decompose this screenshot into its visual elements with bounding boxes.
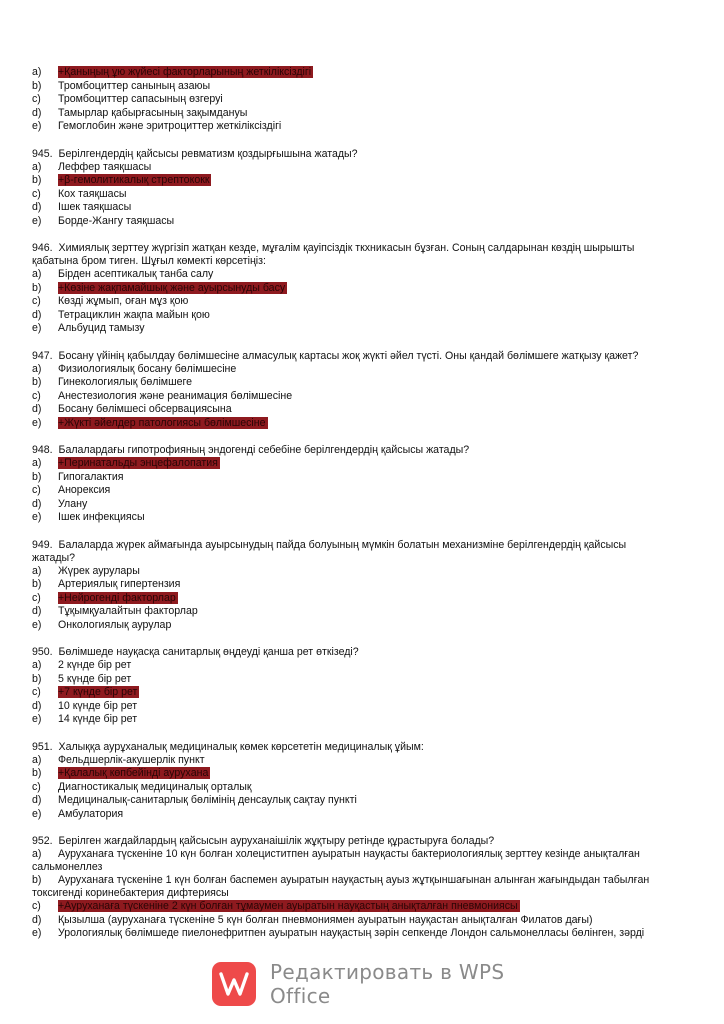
option-947-a: a) Физиологиялық босану бөлімшесіне — [32, 362, 237, 375]
option-947-b: b) Гинекологиялық бөлімшеге — [32, 376, 192, 388]
option-946-b: b) +Көзіне жақпамайшық және ауырсынуды басу — [32, 281, 286, 294]
question-text: 949. Балаларда жүрек аймағында ауырсынудың пайда болуының мүмкін болатын механизміне берілгендердің қайсысы жатады? — [32, 538, 627, 564]
question-948 — [32, 444, 672, 525]
correct-answer-highlight: +Ауруханаға түскеніне 2 күн болған тұмаумен ауыратын науқастың анықталған пневмониясы — [58, 900, 518, 912]
question-944 — [32, 66, 672, 134]
question-949 — [32, 539, 672, 633]
option-945-b: b) +β-гемолитикалық стрептококк — [32, 174, 210, 186]
wps-logo-icon — [212, 962, 256, 1006]
option-950-a: a) 2 күнде бір рет — [32, 659, 132, 671]
correct-answer-highlight: +Қалалық көпбейінді ауруxана — [58, 767, 209, 779]
option-947-c: c) Анестезиология және реанимация бөлімшесіне — [32, 389, 293, 402]
correct-answer-highlight: +Жүкті әйелдер патологиясы бөлімшесіне — [58, 416, 266, 429]
wps-edit-banner[interactable] — [212, 962, 542, 1006]
correct-answer-highlight: +7 күнде бір рет — [58, 686, 138, 698]
correct-answer-highlight: +Перинатальды энцефалопатия — [58, 457, 218, 469]
option-951-c: c) Диагностикалық медициналық орталық — [32, 780, 252, 793]
option-952-e: e) Урологиялық бөлімшеде пиелонефритпен ауыратын науқастың зәрін сепкенде Лондон сальмонелласы бөлінген, зәрді — [32, 927, 645, 939]
option-952-b: b) Ауруханаға түскеніне 1 күн болған баспемен ауыратын науқастың ауыз жұтқыншағынан алынған жағындыдан табылған токсигенді коринебактерия дифтериясы — [32, 874, 650, 899]
option-952-c: c) +Ауруханаға түскеніне 2 күн болған тұмаумен ауыратын науқастың анықталған пневмониясы — [32, 900, 518, 912]
option-946-c: c) Көзді жұмып, оған мұз қою — [32, 295, 189, 307]
option-950-e: e) 14 күнде бір рет — [32, 713, 138, 725]
question-text: 947. Босану үйінің қабылдау бөлімшесіне алмасулық картасы жоқ жүкті әйел түсті. Оны қандай бөлімшеге жатқызу қажет? — [32, 349, 639, 362]
option-944-e: e) Гемоглобин және эритроциттер жеткіліксіздігі — [32, 120, 282, 132]
question-947 — [32, 350, 672, 431]
option-948-c: c) Анорексия — [32, 484, 111, 496]
option-951-d: d) Медициналық-санитарлық бөлімінің денсаулық сақтау пункті — [32, 794, 357, 806]
option-952-a: a) Ауруханаға түскеніне 10 күн болған холециститпен ауыратын науқасты бактериологиялық зерттеу кезінде анықталған сальмонеллез — [32, 848, 640, 873]
question-945 — [32, 148, 672, 229]
option-947-e: e) +Жүкті әйелдер патологиясы бөлімшесіне — [32, 416, 266, 429]
correct-answer-highlight: +Нейрогенді факторлар — [58, 591, 176, 604]
option-952-d: d) Қызылша (ауруханаға түскеніне 5 күн болған пневмониямен ауыратын науқастан анықталған Филатов дағы) — [32, 913, 593, 926]
option-944-d: d) Тамырлар қабырғасының зақымдануы — [32, 106, 248, 119]
option-948-e: e) Ішек инфекциясы — [32, 511, 145, 523]
question-951 — [32, 741, 672, 822]
correct-answer-highlight: +Көзіне жақпамайшық және ауырсынуды басу — [58, 281, 286, 294]
option-951-b: b) +Қалалық көпбейінді ауруxана — [32, 767, 209, 779]
question-950 — [32, 646, 672, 727]
option-944-c: c) Тромбоциттер сапасының өзгеруі — [32, 93, 223, 105]
question-text: 948. Балалардағы гипотрофияның эндогенді себебіне берілгендердің қайсысы жатады? — [32, 444, 470, 456]
option-946-d: d) Тетрациклин жақпа майын қою — [32, 308, 210, 321]
option-949-c: c) +Нейрогенді факторлар — [32, 591, 176, 604]
option-949-d: d) Тұқымқуалайтын факторлар — [32, 605, 198, 617]
option-946-a: a) Бірден асептикалық танба салу — [32, 268, 214, 280]
option-950-b: b) 5 күнде бір рет — [32, 672, 132, 685]
option-950-c: c) +7 күнде бір рет — [32, 686, 138, 698]
option-944-a: a) +Қаныңың ұю жүйесі факторларының жеткіліксіздігі — [32, 66, 312, 78]
option-948-d: d) Улану — [32, 497, 88, 510]
option-945-a: a) Леффер таяқшасы — [32, 160, 152, 173]
correct-answer-highlight: +Қаныңың ұю жүйесі факторларының жеткіліксіздігі — [58, 66, 312, 78]
option-945-e: e) Борде-Жангу таяқшасы — [32, 214, 175, 227]
question-952 — [32, 835, 672, 941]
option-951-e: e) Амбулатория — [32, 807, 124, 820]
wps-edit-label[interactable]: Редактировать в WPS Office — [270, 960, 505, 1008]
option-949-b: b) Артериялық гипертензия — [32, 578, 181, 590]
option-951-a: a) Фельдшерлік-акушерлік пункт — [32, 753, 205, 766]
option-947-d: d) Босану бөлімшесі обсервациясына — [32, 403, 232, 415]
option-948-a: a) +Перинатальды энцефалопатия — [32, 457, 218, 469]
question-text: 945. Берілгендердің қайсысы ревматизм қоздырғышына жатады? — [32, 147, 358, 160]
option-948-b: b) Гипогалактия — [32, 470, 124, 483]
document-page — [32, 66, 672, 955]
correct-answer-highlight: +β-гемолитикалық стрептококк — [58, 174, 210, 186]
question-text: 946. Химиялық зерттеу жүргізіп жатқан кезде, мұғалім қауіпсіздік ткхникасын бұзған. Соның салдарынан көздің шырышты қабатына бром тиген. Шұғыл көмекті көрсетіңіз: — [32, 242, 635, 267]
option-949-a: a) Жүрек аурулары — [32, 564, 140, 577]
option-945-c: c) Кох таяқшасы — [32, 187, 127, 200]
option-946-e: e) Альбуцид тамызу — [32, 322, 145, 334]
option-944-b: b) Тромбоциттер санының азаюы — [32, 79, 211, 92]
question-text: 952. Берілген жағдайлардың қайсысын ауруханаішілік жұқтыру ретінде құрастыруға болады? — [32, 835, 495, 847]
option-949-e: e) Онкологиялық аурулар — [32, 618, 172, 631]
question-946 — [32, 242, 672, 336]
option-950-d: d) 10 күнде бір рет — [32, 699, 138, 712]
question-text: 951. Халыққа аурұханалық медициналық көмек көрсететін медициналық ұйым: — [32, 740, 424, 753]
question-text: 950. Бөлімшеде науқасқа санитарлық өңдеуді қанша рет өткізеді? — [32, 646, 359, 658]
option-945-d: d) Ішек таяқшасы — [32, 201, 132, 213]
